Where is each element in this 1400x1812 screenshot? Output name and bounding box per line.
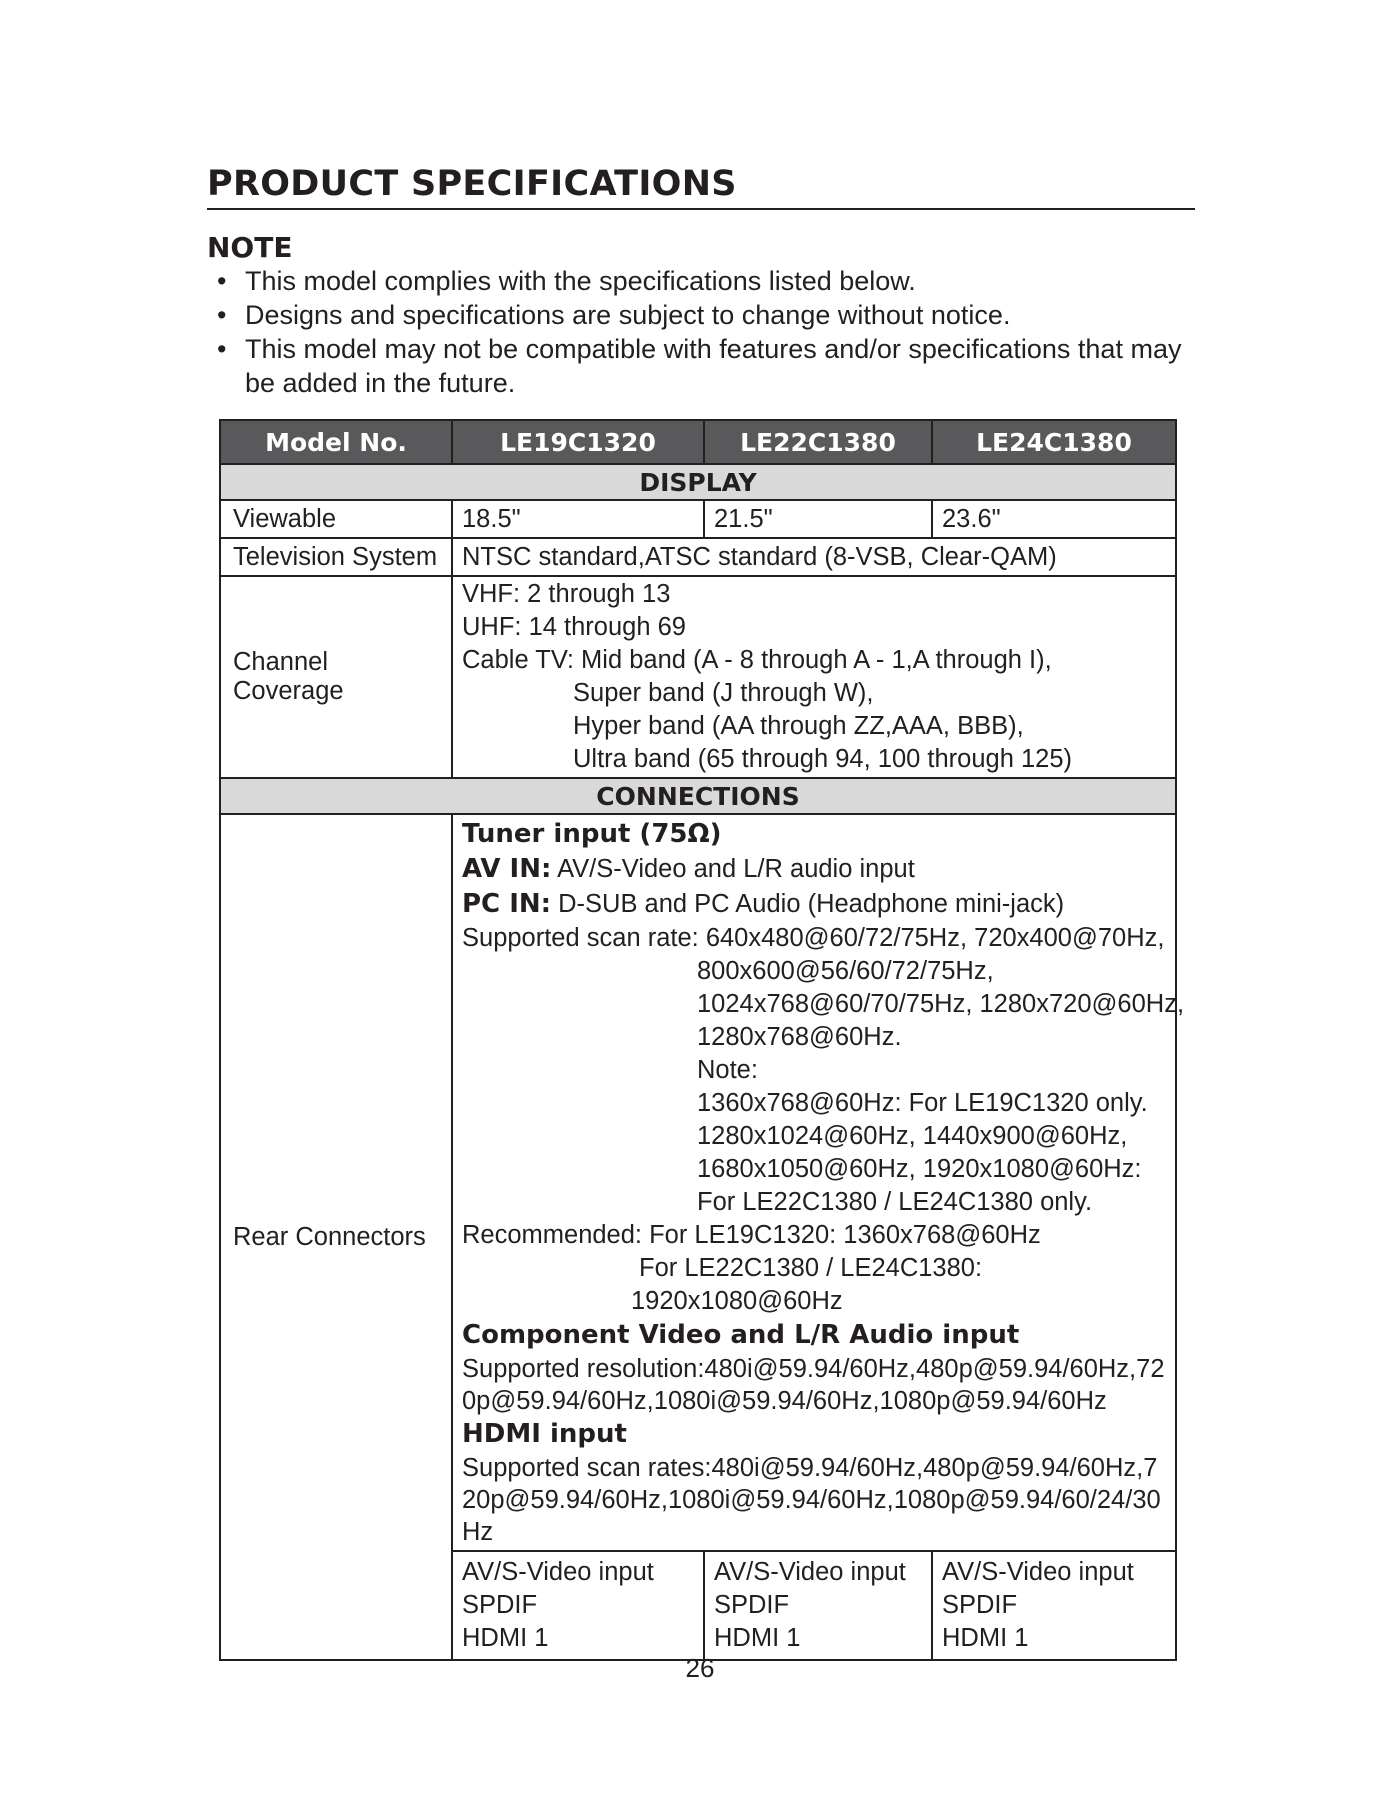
header-model-le19c1320: LE19C1320 xyxy=(452,420,704,464)
channel-line: VHF: 2 through 13 xyxy=(462,580,671,608)
rear-connectors-label: Rear Connectors xyxy=(220,814,452,1660)
section-display-row xyxy=(220,464,1176,500)
viewable-value: 21.5" xyxy=(704,500,932,538)
connector-item: HDMI 1 xyxy=(462,1624,549,1652)
note-heading: NOTE xyxy=(207,231,293,264)
scan-line: 1280x1024@60Hz, 1440x900@60Hz, xyxy=(697,1122,1128,1150)
channel-line: Cable TV: Mid band (A - 8 through A - 1,A through I), xyxy=(462,646,1052,674)
av-in-label: AV IN: xyxy=(462,854,552,884)
section-connections-row xyxy=(220,778,1176,814)
recommended-line: For LE22C1380 / LE24C1380: xyxy=(639,1254,983,1282)
scan-line: For LE22C1380 / LE24C1380 only. xyxy=(697,1188,1093,1216)
scan-line: Note: xyxy=(697,1056,758,1084)
rear-connectors-details xyxy=(452,814,1185,1551)
channel-coverage-label: Channel Coverage xyxy=(220,576,452,778)
header-model-le24c1380: LE24C1380 xyxy=(932,420,1176,464)
scan-line: 1680x1050@60Hz, 1920x1080@60Hz: xyxy=(697,1155,1142,1183)
channel-line: Hyper band (AA through ZZ,AAA, BBB), xyxy=(573,712,1024,740)
page-number: 26 xyxy=(685,1653,715,1683)
tuner-input: Tuner input (75Ω) xyxy=(462,819,722,849)
scan-line: Supported scan rate: 640x480@60/72/75Hz, 720x400@70Hz, xyxy=(462,924,1165,952)
pc-in-line xyxy=(462,887,1166,922)
connector-item: SPDIF xyxy=(942,1591,1018,1619)
channel-coverage-value xyxy=(452,576,1176,778)
header-model-no: Model No. xyxy=(220,420,452,464)
connector-item: SPDIF xyxy=(462,1591,538,1619)
connector-item: AV/S-Video input xyxy=(462,1558,654,1586)
note-item: • Designs and specifications are subject to change without notice. xyxy=(207,298,1197,332)
scan-line: 1280x768@60Hz. xyxy=(697,1023,902,1051)
channel-line: Ultra band (65 through 94, 100 through 125) xyxy=(573,745,1073,773)
model-connectors-le24c1380 xyxy=(932,1551,1176,1660)
table-row-rear-connectors xyxy=(220,814,1176,1551)
channel-line: Super band (J through W), xyxy=(573,679,874,707)
section-connections: CONNECTIONS xyxy=(220,778,1176,814)
table-row-viewable xyxy=(220,500,1176,538)
connector-item: HDMI 1 xyxy=(714,1624,801,1652)
section-display: DISPLAY xyxy=(220,464,1176,500)
note-item: • This model complies with the specifications listed below. xyxy=(207,264,1197,298)
spec-table xyxy=(219,419,1185,1661)
connector-item: HDMI 1 xyxy=(942,1624,1029,1652)
recommended-line: Recommended: For LE19C1320: 1360x768@60Hz xyxy=(462,1221,1041,1249)
table-row-channel-coverage xyxy=(220,576,1176,778)
tv-system-label: Television System xyxy=(220,538,452,576)
viewable-value: 18.5" xyxy=(452,500,704,538)
hdmi-heading: HDMI input xyxy=(462,1419,627,1449)
model-connectors-le19c1320 xyxy=(452,1551,704,1660)
table-row-tv-system xyxy=(220,538,1176,576)
table-header-row xyxy=(220,420,1176,464)
channel-line: UHF: 14 through 69 xyxy=(462,613,686,641)
note-list xyxy=(207,264,1197,400)
component-heading: Component Video and L/R Audio input xyxy=(462,1320,1020,1350)
scan-line: 800x600@56/60/72/75Hz, xyxy=(697,957,994,985)
connector-item: AV/S-Video input xyxy=(714,1558,906,1586)
page-title: PRODUCT SPECIFICATIONS xyxy=(207,164,1195,210)
connector-item: SPDIF xyxy=(714,1591,790,1619)
pc-in-text: D-SUB and PC Audio (Headphone mini-jack) xyxy=(558,890,1065,918)
hdmi-text: Supported scan rates:480i@59.94/60Hz,480p@59.94/60Hz,720p@59.94/60Hz,1080i@59.94/60Hz,1080p@59.94/60/24/30Hz xyxy=(462,1454,1161,1546)
viewable-label: Viewable xyxy=(220,500,452,538)
viewable-value: 23.6" xyxy=(932,500,1176,538)
tv-system-value: NTSC standard,ATSC standard (8-VSB, Clear-QAM) xyxy=(452,538,1176,576)
note-item: • This model may not be compatible with features and/or specifications that may be added in the future. xyxy=(207,332,1197,400)
header-model-le22c1380: LE22C1380 xyxy=(704,420,932,464)
pc-in-label: PC IN: xyxy=(462,889,552,919)
model-connectors-le22c1380 xyxy=(704,1551,932,1660)
av-in-line xyxy=(462,852,1166,887)
component-text: Supported resolution:480i@59.94/60Hz,480p@59.94/60Hz,720p@59.94/60Hz,1080i@59.94/60Hz,1080p@59.94/60Hz xyxy=(462,1355,1165,1415)
connector-item: AV/S-Video input xyxy=(942,1558,1134,1586)
scan-line: 1360x768@60Hz: For LE19C1320 only. xyxy=(697,1089,1148,1117)
av-in-text: AV/S-Video and L/R audio input xyxy=(557,855,915,883)
recommended-line: 1920x1080@60Hz xyxy=(631,1287,843,1315)
scan-line: 1024x768@60/70/75Hz, 1280x720@60Hz, xyxy=(697,990,1185,1018)
